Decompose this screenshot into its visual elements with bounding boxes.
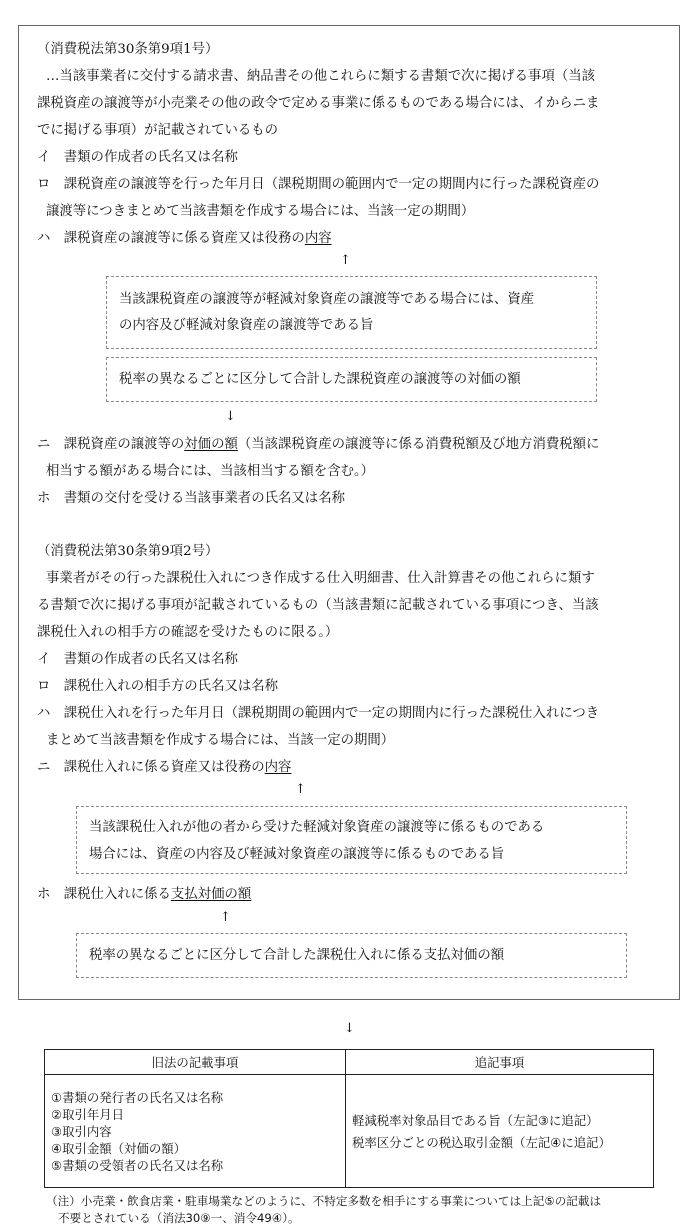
section1-box2-text: 税率の異なるごとに区分して合計した課税資産の譲渡等の対価の額	[119, 372, 521, 387]
down-arrow-icon: ↓	[344, 1021, 355, 1036]
section2-item-ho-text: ホ 課税仕入れに係る	[37, 887, 171, 902]
section1-box1-line-1: 当該課税資産の譲渡等が軽減対象資産の譲渡等である場合には、資産	[119, 292, 535, 307]
additional-item-2: 税率区分ごとの税込取引金額（左記④に追記）	[352, 1134, 611, 1150]
section2-tax-rate-total-box	[76, 933, 627, 978]
section1-item-ro-line-2: 譲渡等につきまとめて当該書類を作成する場合には、当該一定の期間）	[46, 204, 475, 219]
section2-item-ni-underlined: 内容	[264, 760, 292, 775]
section2-item-ho-underlined: 支払対価の額	[170, 887, 252, 902]
old-law-item-3: ③取引内容	[51, 1123, 112, 1139]
section1-intro-line-1: …当該事業者に交付する請求書、納品書その他これらに類する書類で次に掲げる事項（当該	[46, 69, 596, 84]
note-line-1: （注）小売業・飲食店業・駐車場業などのように、不特定多数を相手にする事業については上記⑤の記載は	[46, 1194, 602, 1208]
old-law-item-1: ①書類の発行者の氏名又は名称	[51, 1089, 224, 1105]
section2-item-ha-line-1: ハ 課税仕入れを行った年月日（課税期間の範囲内で一定の期間内に行った課税仕入れにつき	[37, 706, 600, 721]
section1-item-ni-text-after: （当該課税資産の譲渡等に係る消費税額及び地方消費税額に	[237, 437, 600, 452]
old-law-item-2: ②取引年月日	[51, 1106, 125, 1122]
section1-item-ni-line-2: 相当する額がある場合には、当該相当する額を含む。）	[46, 464, 375, 479]
law-excerpt-frame	[18, 25, 680, 1000]
section1-item-i: イ 書類の作成者の氏名又は名称	[37, 150, 238, 165]
section2-item-i: イ 書類の作成者の氏名又は名称	[37, 652, 238, 667]
section2-item-ni-text: ニ 課税仕入れに係る資産又は役務の	[37, 760, 265, 775]
section1-item-ni-underlined: 対価の額	[184, 437, 238, 452]
additional-items-cell	[346, 1075, 654, 1188]
section1-heading: （消費税法第30条第9項1号）	[37, 42, 219, 57]
table-header-old-law: 旧法の記載事項	[45, 1050, 346, 1075]
down-arrow-icon: ↓	[225, 409, 236, 424]
old-law-items-cell	[45, 1075, 346, 1188]
invoice-items-table	[44, 1049, 654, 1188]
section2-item-ha-line-2: まとめて当該書類を作成する場合には、当該一定の期間）	[46, 733, 395, 748]
section1-item-ho: ホ 書類の交付を受ける当該事業者の氏名又は名称	[37, 491, 345, 506]
section2-item-ho	[37, 885, 251, 905]
section1-tax-rate-total-box	[106, 357, 597, 402]
section1-box1-line-2: の内容及び軽減対象資産の譲渡等である旨	[119, 318, 374, 333]
section1-item-ha	[37, 229, 332, 249]
section2-heading: （消費税法第30条第9項2号）	[37, 544, 219, 559]
section2-item-ni	[37, 758, 291, 778]
section2-box1-line-1: 当該課税仕入れが他の者から受けた軽減対象資産の譲渡等に係るものである	[89, 820, 545, 835]
section2-intro-line-3: 課税仕入れの相手方の確認を受けたものに限る。）	[37, 625, 339, 640]
table-header-row	[45, 1050, 654, 1075]
section1-item-ni	[37, 435, 599, 455]
additional-item-1: 軽減税率対象品目である旨（左記③に追記）	[352, 1112, 599, 1128]
up-arrow-icon: ↑	[340, 253, 351, 268]
section1-intro-line-3: でに掲げる事項）が記載されているもの	[37, 123, 279, 138]
section2-intro-line-1: 事業者がその行った課税仕入れにつき作成する仕入明細書、仕入計算書その他これらに類す	[46, 571, 595, 586]
section2-box1-line-2: 場合には、資産の内容及び軽減対象資産の譲渡等に係るものである旨	[89, 847, 505, 862]
note-line-2: 不要とされている（消法30⑨一、消令49④）。	[58, 1211, 300, 1225]
section1-item-ha-underlined: 内容	[304, 231, 332, 246]
up-arrow-icon: ↑	[220, 910, 231, 925]
section1-item-ro-line-1: ロ 課税資産の譲渡等を行った年月日（課税期間の範囲内で一定の期間内に行った課税資産の	[37, 177, 600, 192]
section2-reduced-rate-box	[76, 806, 627, 874]
section1-item-ha-text: ハ 課税資産の譲渡等に係る資産又は役務の	[37, 231, 305, 246]
section1-item-ni-text: ニ 課税資産の譲渡等の	[37, 437, 185, 452]
old-law-item-5: ⑤書類の受領者の氏名又は名称	[51, 1157, 224, 1173]
section1-reduced-rate-box	[106, 276, 597, 349]
section1-intro-line-2: 課税資産の譲渡等が小売業その他の政令で定める事業に係るものである場合には、イからニま	[37, 96, 600, 111]
section2-intro-line-2: る書類で次に掲げる事項が記載されているもの（当該書類に記載されている事項につき、当該	[37, 598, 599, 613]
section2-item-ro: ロ 課税仕入れの相手方の氏名又は名称	[37, 679, 279, 694]
section2-box2-text: 税率の異なるごとに区分して合計した課税仕入れに係る支払対価の額	[89, 948, 505, 963]
table-header-additional: 追記事項	[346, 1050, 654, 1075]
table-row	[45, 1075, 654, 1188]
up-arrow-icon: ↑	[295, 782, 306, 797]
old-law-item-4: ④取引金額（対価の額）	[51, 1140, 187, 1156]
